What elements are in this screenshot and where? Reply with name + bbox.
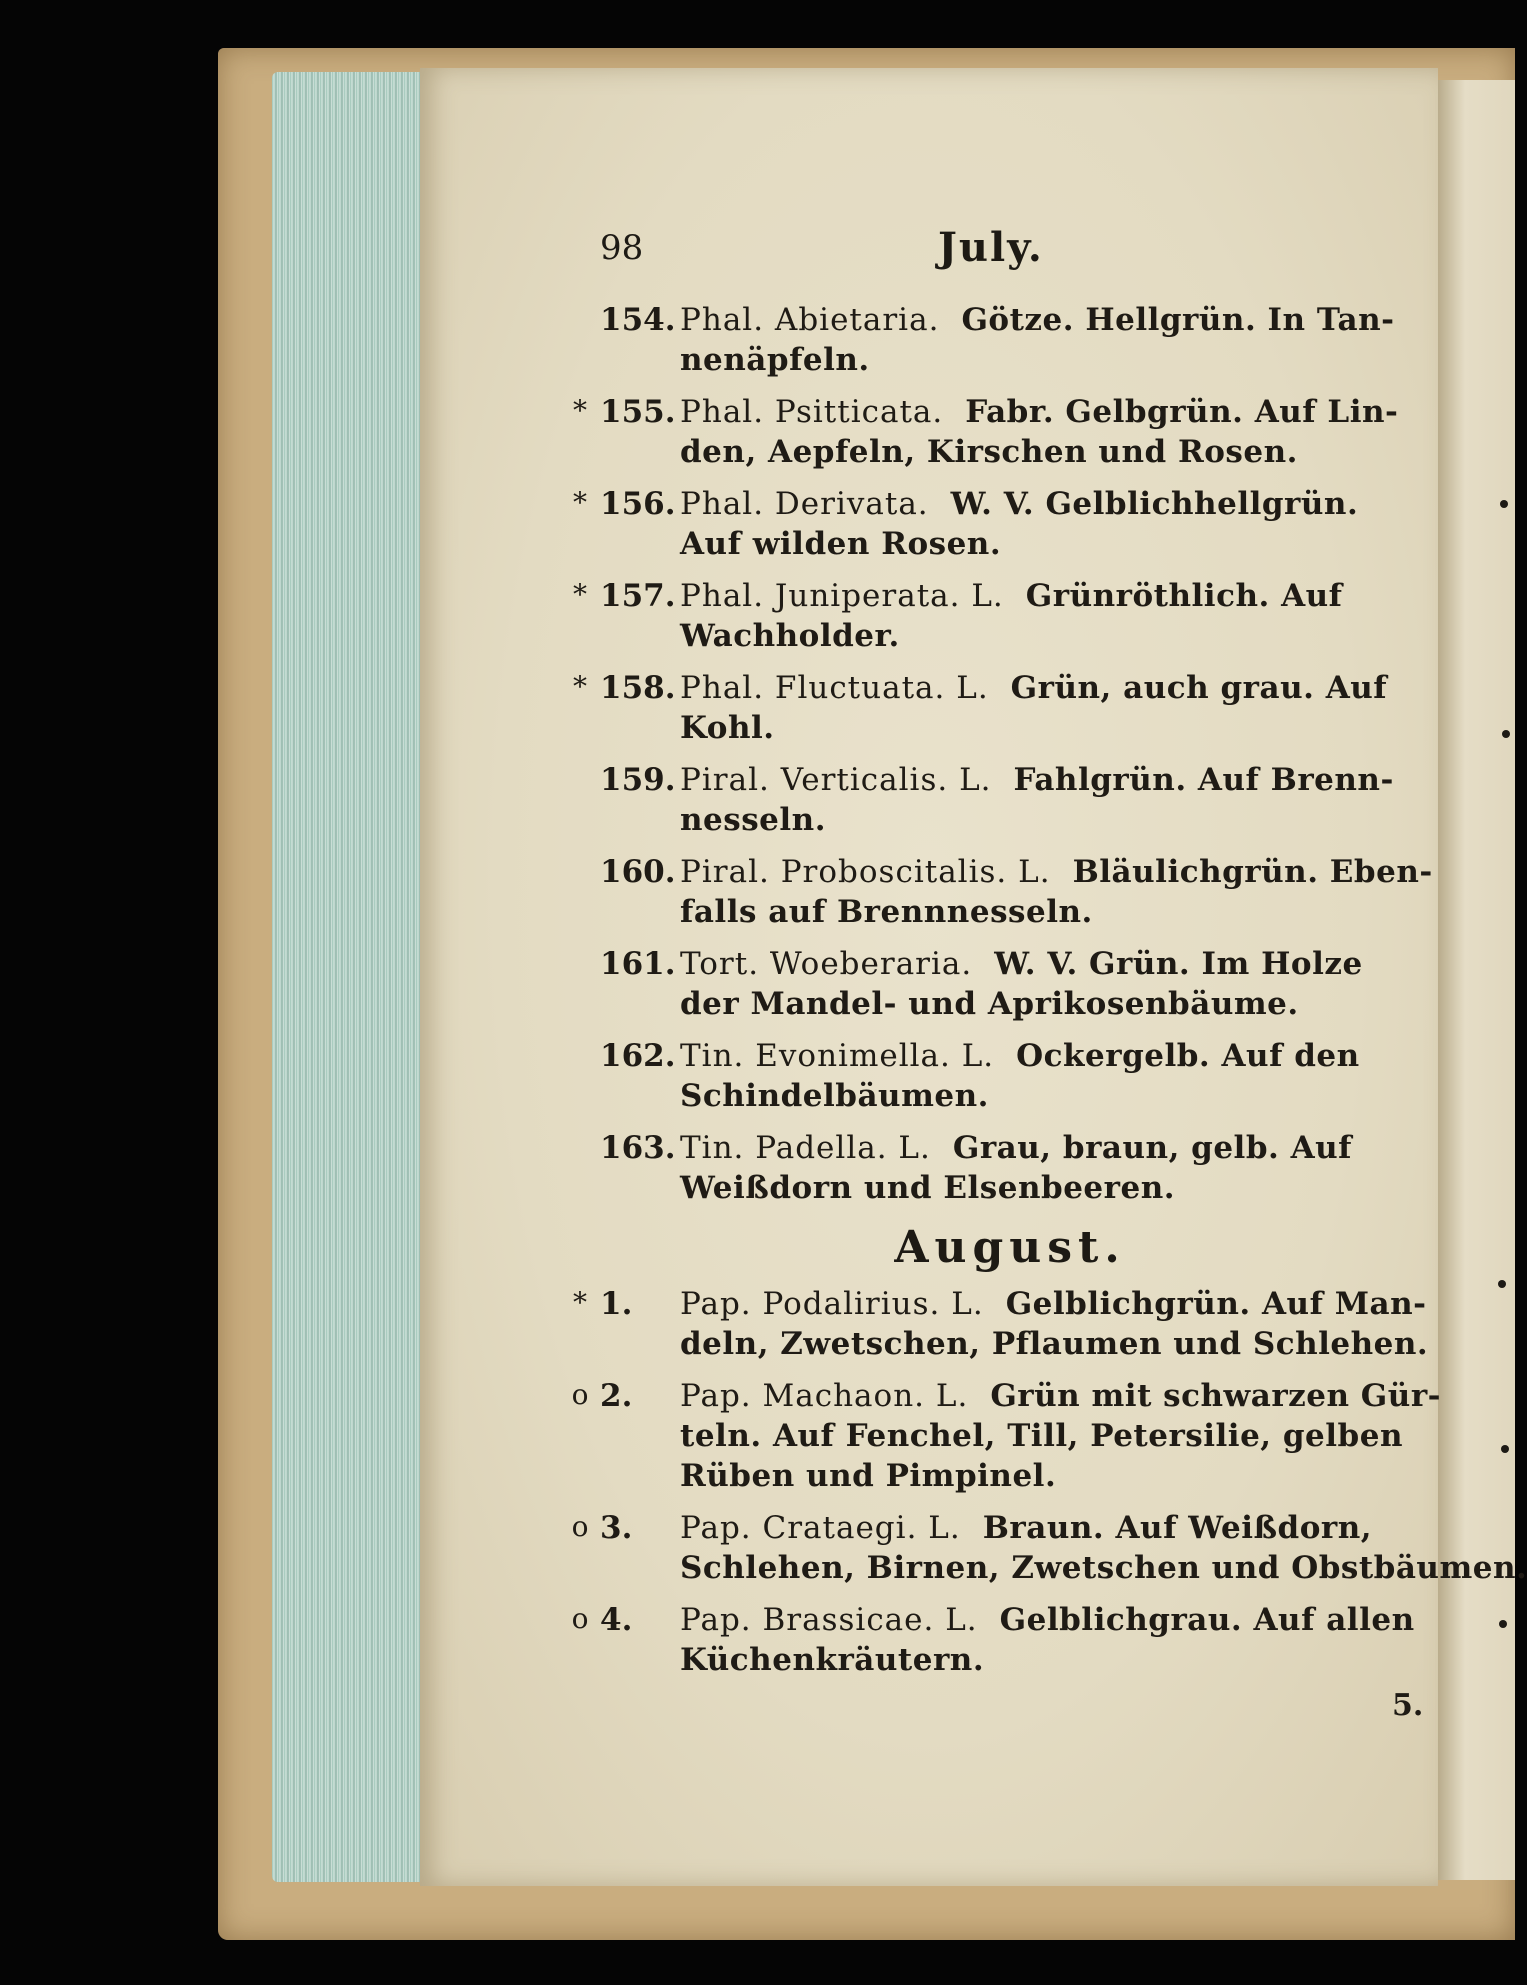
- entry-description-continued: Wachholder.: [680, 618, 900, 654]
- entry-description-continued: Weißdorn und Elsenbeeren.: [680, 1170, 1176, 1206]
- section-heading-august: August.: [894, 1222, 1126, 1273]
- entry-marker: *: [573, 486, 587, 519]
- entry-latin-name: Pap. Brassicae. L.: [680, 1602, 978, 1638]
- entry-description: Fahlgrün. Auf Brenn-: [1013, 762, 1394, 798]
- entry-number: 163.: [600, 1130, 676, 1166]
- entry-description-continued: Auf wilden Rosen.: [680, 526, 1002, 562]
- entry-latin-name: Tin. Evonimella. L.: [680, 1038, 995, 1074]
- list-item: [600, 1128, 1420, 1208]
- entry-description: Grün, auch grau. Auf: [1010, 670, 1388, 706]
- entry-marker: *: [573, 578, 587, 611]
- entry-latin-name: Phal. Abietaria.: [680, 302, 940, 338]
- list-item: [573, 1284, 1429, 1364]
- entry-latin-name: Phal. Juniperata. L.: [680, 578, 1004, 614]
- entry-number: 3.: [600, 1510, 633, 1546]
- list-item: [571, 1508, 1527, 1588]
- entry-number: 4.: [600, 1602, 633, 1638]
- list-item: [573, 668, 1420, 748]
- entry-number: 156.: [600, 486, 676, 522]
- entry-description-continued: Küchenkräutern.: [680, 1642, 985, 1678]
- entry-latin-name: Piral. Verticalis. L.: [680, 762, 992, 798]
- entry-number: 159.: [600, 762, 676, 798]
- entry-marker: o: [571, 1510, 589, 1543]
- entry-description-continued-2: Rüben und Pimpinel.: [680, 1458, 1057, 1494]
- entry-marker: *: [573, 394, 587, 427]
- list-item: [600, 760, 1420, 840]
- entry-description-continued: falls auf Brennnesseln.: [680, 894, 1093, 930]
- entry-number: 161.: [600, 946, 676, 982]
- entry-description: Fabr. Gelbgrün. Auf Lin-: [965, 394, 1399, 430]
- entry-description-continued: nesseln.: [680, 802, 826, 838]
- entry-description-continued: deln, Zwetschen, Pflaumen und Schlehen.: [680, 1326, 1429, 1362]
- list-item: [571, 1376, 1442, 1496]
- entry-description: Grau, braun, gelb. Auf: [952, 1130, 1353, 1166]
- entry-description: Ockergelb. Auf den: [1016, 1038, 1360, 1074]
- entry-description: Grün mit schwarzen Gür-: [990, 1378, 1442, 1414]
- catchword: 5.: [1392, 1688, 1424, 1723]
- entry-description-continued: Kohl.: [680, 710, 775, 746]
- entry-number: 2.: [600, 1378, 633, 1414]
- entry-description: W. V. Gelblichhellgrün.: [950, 486, 1359, 522]
- entry-description: W. V. Grün. Im Holze: [994, 946, 1363, 982]
- entry-description-continued: teln. Auf Fenchel, Till, Petersilie, gelben: [680, 1418, 1403, 1454]
- entry-latin-name: Piral. Proboscitalis. L.: [680, 854, 1051, 890]
- entry-description: Götze. Hellgrün. In Tan-: [961, 302, 1395, 338]
- entry-marker: o: [571, 1378, 589, 1411]
- entry-latin-name: Phal. Derivata.: [680, 486, 929, 522]
- list-item: [600, 852, 1433, 932]
- running-head: [600, 224, 1370, 278]
- entry-latin-name: Pap. Crataegi. L.: [680, 1510, 961, 1546]
- entry-number: 1.: [600, 1286, 633, 1322]
- page-number: 98: [600, 228, 644, 268]
- entry-latin-name: Pap. Machaon. L.: [680, 1378, 969, 1414]
- list-item: [573, 392, 1420, 472]
- entry-marker: o: [571, 1602, 589, 1635]
- entry-description: Gelblichgrün. Auf Man-: [1005, 1286, 1427, 1322]
- page-title: July.: [938, 224, 1044, 271]
- entry-description-continued: den, Aepfeln, Kirschen und Rosen.: [680, 434, 1298, 470]
- entry-description: Gelblichgrau. Auf allen: [999, 1602, 1415, 1638]
- entry-number: 158.: [600, 670, 676, 706]
- july-entry-list: [573, 300, 1433, 1220]
- entry-number: 154.: [600, 302, 676, 338]
- list-item: [573, 576, 1420, 656]
- entry-latin-name: Tort. Woeberaria.: [680, 946, 973, 982]
- list-item: [571, 1600, 1420, 1680]
- entry-description-continued: nenäpfeln.: [680, 342, 870, 378]
- entry-number: 160.: [600, 854, 676, 890]
- entry-number: 162.: [600, 1038, 676, 1074]
- list-item: [600, 1036, 1420, 1116]
- entry-latin-name: Tin. Padella. L.: [680, 1130, 931, 1166]
- entry-latin-name: Phal. Psitticata.: [680, 394, 944, 430]
- list-item: [600, 944, 1420, 1024]
- entry-latin-name: Pap. Podalirius. L.: [680, 1286, 984, 1322]
- facing-page-edge: [1438, 80, 1515, 1880]
- entry-description-continued: Schindelbäumen.: [680, 1078, 989, 1114]
- entry-description-continued: der Mandel- und Aprikosenbäume.: [680, 986, 1299, 1022]
- entry-marker: *: [573, 1286, 587, 1319]
- entry-number: 157.: [600, 578, 676, 614]
- list-item: [600, 300, 1420, 380]
- list-item: [573, 484, 1420, 564]
- entry-description: Bläulichgrün. Eben-: [1072, 854, 1433, 890]
- entry-description: Grünröthlich. Auf: [1025, 578, 1343, 614]
- entry-description-continued: Schlehen, Birnen, Zwetschen und Obstbäumen.: [680, 1550, 1527, 1586]
- august-entry-list: [571, 1284, 1527, 1692]
- entry-description: Braun. Auf Weißdorn,: [982, 1510, 1373, 1546]
- entry-marker: *: [573, 670, 587, 703]
- entry-latin-name: Phal. Fluctuata. L.: [680, 670, 989, 706]
- entry-number: 155.: [600, 394, 676, 430]
- page-edges: [272, 72, 432, 1882]
